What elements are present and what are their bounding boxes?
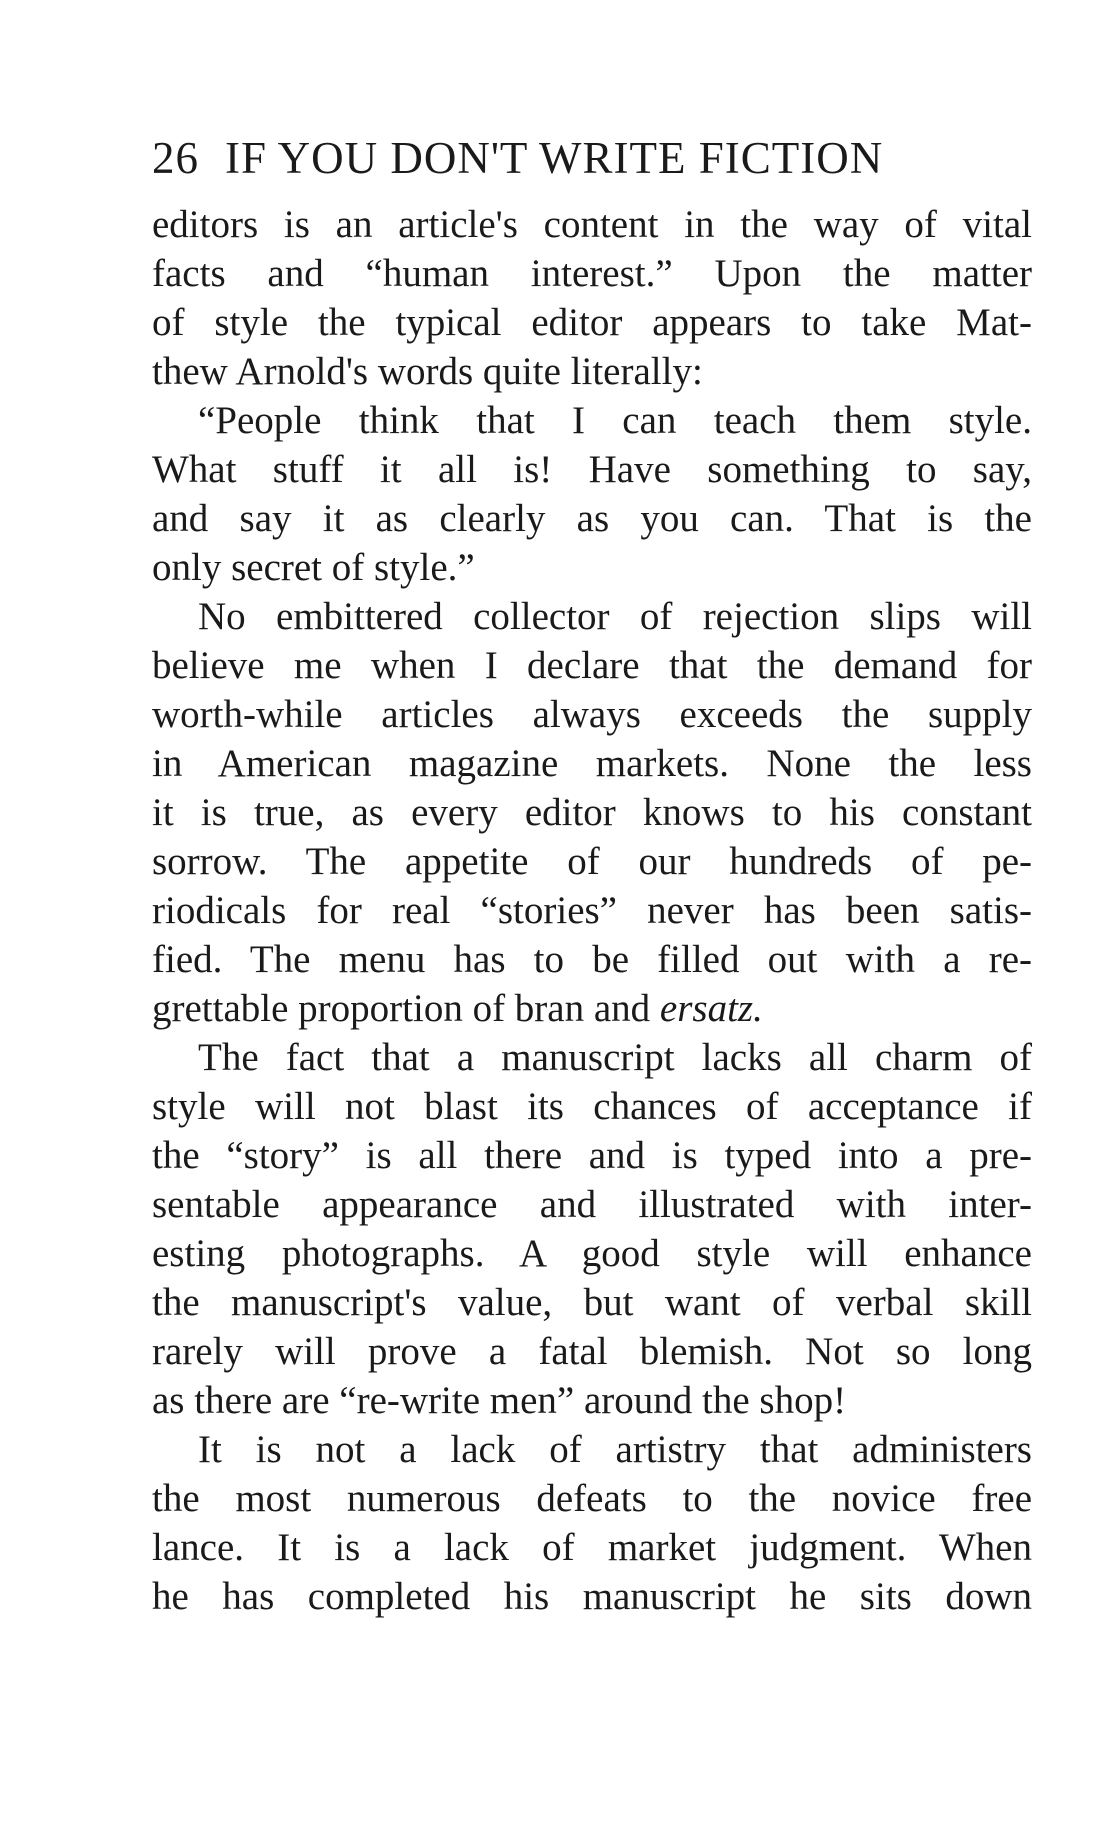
text-line: What stuff it all is! Have something to say, <box>152 448 1032 491</box>
text-line: It is not a lack of artistry that administers <box>198 1428 1032 1471</box>
text-line: style will not blast its chances of acceptance if <box>152 1085 1032 1128</box>
text-line: he has completed his manuscript he sits down <box>152 1575 1032 1618</box>
italic-word: ersatz. <box>659 987 763 1030</box>
running-title: IF YOU DON'T WRITE FICTION <box>225 133 884 183</box>
text-line: fied. The menu has to be filled out with a re- <box>152 938 1032 981</box>
text-line: thew Arnold's words quite literally: <box>152 350 703 393</box>
text-line: sorrow. The appetite of our hundreds of pe- <box>152 840 1032 883</box>
book-page <box>152 130 1032 1621</box>
text-line-part: grettable proportion of bran and <box>152 987 660 1030</box>
text-line: the most numerous defeats to the novice free <box>152 1477 1032 1520</box>
running-head <box>152 130 1032 200</box>
text-line: The fact that a manuscript lacks all charm of <box>198 1036 1032 1079</box>
body-text <box>152 200 1032 1621</box>
text-line: riodicals for real “stories” never has been satis- <box>152 889 1032 932</box>
text-line: as there are “re-write men” around the shop! <box>152 1379 847 1422</box>
text-line: the “story” is all there and is typed into a pre- <box>152 1134 1032 1177</box>
text-line: editors is an article's content in the way of vital <box>152 203 1032 246</box>
text-line: lance. It is a lack of market judgment. When <box>152 1526 1032 1569</box>
text-line: only secret of style.” <box>152 546 475 589</box>
text-line: rarely will prove a fatal blemish. Not so long <box>152 1330 1032 1373</box>
text-line: it is true, as every editor knows to his constant <box>152 791 1032 834</box>
text-line: esting photographs. A good style will enhance <box>152 1232 1032 1275</box>
text-line: sentable appearance and illustrated with inter- <box>152 1183 1032 1226</box>
text-line: “People think that I can teach them style. <box>198 399 1032 442</box>
text-line-last <box>152 984 1032 1033</box>
text-line: the manuscript's value, but want of verbal skill <box>152 1281 1032 1324</box>
text-line: No embittered collector of rejection slips will <box>198 595 1032 638</box>
text-line: facts and “human interest.” Upon the matter <box>152 252 1032 295</box>
text-line: of style the typical editor appears to take Mat- <box>152 301 1032 344</box>
text-line: in American magazine markets. None the less <box>152 742 1032 785</box>
text-line: worth-while articles always exceeds the supply <box>152 693 1032 736</box>
page-number: 26 <box>152 133 199 183</box>
text-line: and say it as clearly as you can. That is the <box>152 497 1032 540</box>
text-line: believe me when I declare that the demand for <box>152 644 1032 687</box>
